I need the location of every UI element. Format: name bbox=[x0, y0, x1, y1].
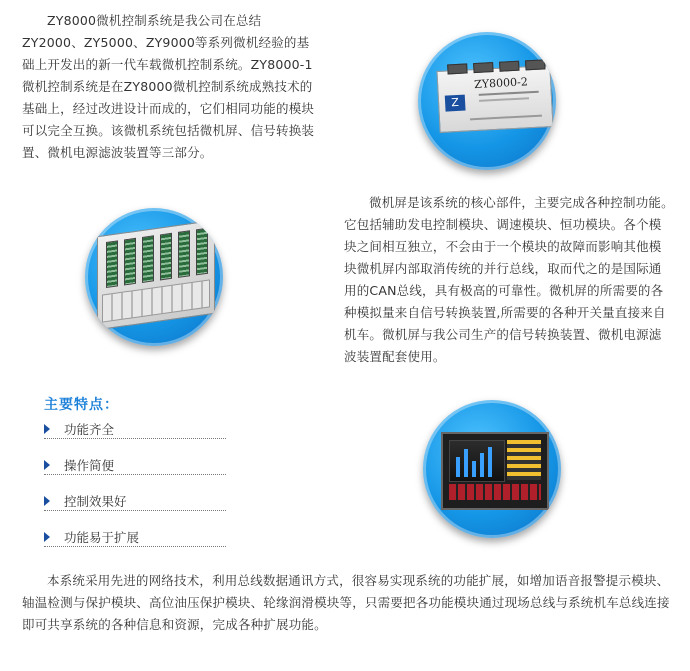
board-rail bbox=[102, 279, 210, 322]
feature-label: 功能齐全 bbox=[64, 422, 115, 437]
screen-bar bbox=[480, 453, 484, 477]
feature-item bbox=[44, 456, 226, 475]
bullet-arrow-icon bbox=[44, 532, 50, 542]
intro-paragraph: ZY8000微机控制系统是我公司在总结ZY2000、ZY5000、ZY9000等系列微机经验的基础上开发出的新一代车载微机控制系统。ZY8000-1微机控制系统是在ZY8000微机控制系统成熟技术的基础上，经过改进设计而成的，它们相同功能的模块可以完全互换。该微机系统包括微机屏、信号转换装置、微机电源滤波装置等三部分。 bbox=[22, 13, 315, 160]
feature-item bbox=[44, 420, 226, 439]
feature-item bbox=[44, 492, 226, 511]
bullet-arrow-icon bbox=[44, 424, 50, 434]
product-image-circuit-board bbox=[85, 208, 223, 346]
board-slot bbox=[124, 238, 136, 286]
circuit-board-device bbox=[97, 220, 215, 331]
core-paragraph: 微机屏是该系统的核心部件，主要完成各种控制功能。它包括辅助发电控制模块、调速模块、恒功模块。各个模块之间相互独立，不会由于一个模块的故障而影响其他模块微机屏内部取消传统的并行总线，取而代之的是国际通用的CAN总线，具有极高的可靠性。微机屏的所需要的各种模拟量来自信号转换装置,所需要的各种开关量直接来自机车。微机屏与我公司生产的信号转换装置、微机电源滤波装置配套使用。 bbox=[344, 195, 674, 364]
board-slot bbox=[106, 240, 118, 288]
panel-keypad bbox=[449, 484, 541, 500]
control-box-device bbox=[436, 65, 553, 133]
feature-label: 控制效果好 bbox=[64, 494, 127, 509]
panel-screen bbox=[449, 440, 505, 482]
display-panel-device bbox=[441, 432, 549, 510]
device-text-line bbox=[479, 97, 529, 102]
connector-icon bbox=[473, 62, 493, 73]
product-image-display-panel bbox=[423, 400, 561, 538]
panel-indicators bbox=[507, 440, 541, 480]
board-slot bbox=[178, 230, 190, 278]
feature-item bbox=[44, 528, 226, 547]
board-slot bbox=[160, 233, 172, 281]
screen-bar bbox=[472, 461, 476, 477]
features-title: 主要特点： bbox=[44, 397, 119, 413]
feature-label: 功能易于扩展 bbox=[64, 530, 140, 545]
connector-icon bbox=[499, 61, 519, 72]
product-image-control-box bbox=[418, 32, 556, 170]
board-slot bbox=[142, 235, 154, 283]
device-text-line bbox=[479, 91, 539, 96]
device-text-line bbox=[470, 115, 542, 121]
screen-bar bbox=[464, 449, 468, 477]
screen-bar bbox=[488, 447, 492, 477]
connector-icon bbox=[525, 59, 545, 70]
feature-label: 操作简便 bbox=[64, 458, 115, 473]
device-model-label: ZY8000-2 bbox=[473, 75, 529, 92]
screen-bar bbox=[456, 457, 460, 477]
bullet-arrow-icon bbox=[44, 496, 50, 506]
bullet-arrow-icon bbox=[44, 460, 50, 470]
connector-icon bbox=[447, 63, 467, 74]
board-slot bbox=[196, 228, 208, 276]
company-logo-icon: Z bbox=[445, 95, 466, 112]
bottom-paragraph: 本系统采用先进的网络技术，利用总线数据通讯方式，很容易实现系统的功能扩展，如增加语音报警提示模块、轴温检测与保护模块、高位油压保护模块、轮缘润滑模块等，只需要把各功能模块通过现场总线与系统机车总线连接即可共享系统的各种信息和资源，完成各种扩展功能。 bbox=[22, 573, 670, 632]
